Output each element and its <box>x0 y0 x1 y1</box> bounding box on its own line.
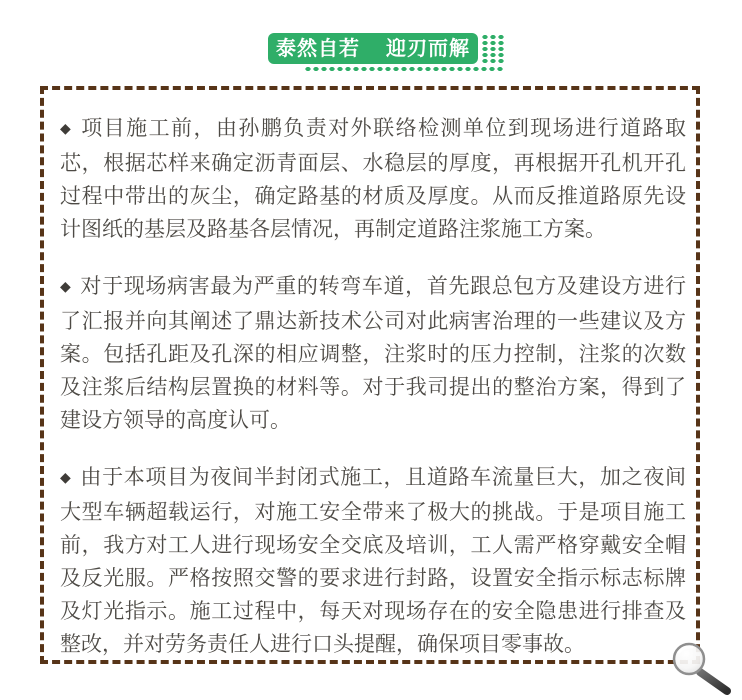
paragraph-text: 由于本项目为夜间半封闭式施工，且道路车流量巨大，加之夜间大型车辆超载运行，对施工安全带来了极大的挑战。于是项目施工前，我方对工人进行现场安全交底及培训，工人需严格穿戴安全帽及反光服。严格按照交警的要求进行封路，设置安全指示标志标牌及灯光指示。施工过程中，每天对现场存在的安全隐患进行排查及整改，并对劳务责任人进行口头提醒，确保项目零事故。 <box>60 466 686 656</box>
diamond-bullet-icon: ◆ <box>60 469 72 485</box>
dot-grid-decoration <box>481 34 504 64</box>
bullet-paragraph <box>60 461 686 661</box>
dot-row-decoration <box>304 66 504 72</box>
header-title-right: 迎刃而解 <box>386 37 470 60</box>
header-title-left: 泰然自若 <box>276 37 360 60</box>
content-box <box>40 86 700 664</box>
diamond-bullet-icon: ◆ <box>60 120 73 136</box>
paragraph-text: 对于现场病害最为严重的转弯车道，首先跟总包方及建设方进行了汇报并向其阐述了鼎达新技术公司对此病害治理的一些建议及方案。包括孔距及孔深的相应调整，注浆时的压力控制，注浆的次数及注浆后结构层置换的材料等。对于我司提出的整治方案，得到了建设方领导的高度认可。 <box>60 275 686 432</box>
magnifier-icon <box>656 630 738 698</box>
diamond-bullet-icon: ◆ <box>60 278 72 294</box>
paragraph-text: 项目施工前，由孙鹏负责对外联络检测单位到现场进行道路取芯，根据芯样来确定沥青面层、水稳层的厚度，再根据开孔机开孔过程中带出的灰尘，确定路基的材质及厚度。从而反推道路原先设计图纸的基层及路基各层情况，再制定道路注浆施工方案。 <box>60 117 686 241</box>
bullet-paragraph <box>60 112 686 246</box>
bullet-paragraph <box>60 270 686 437</box>
header-badge <box>268 33 478 64</box>
